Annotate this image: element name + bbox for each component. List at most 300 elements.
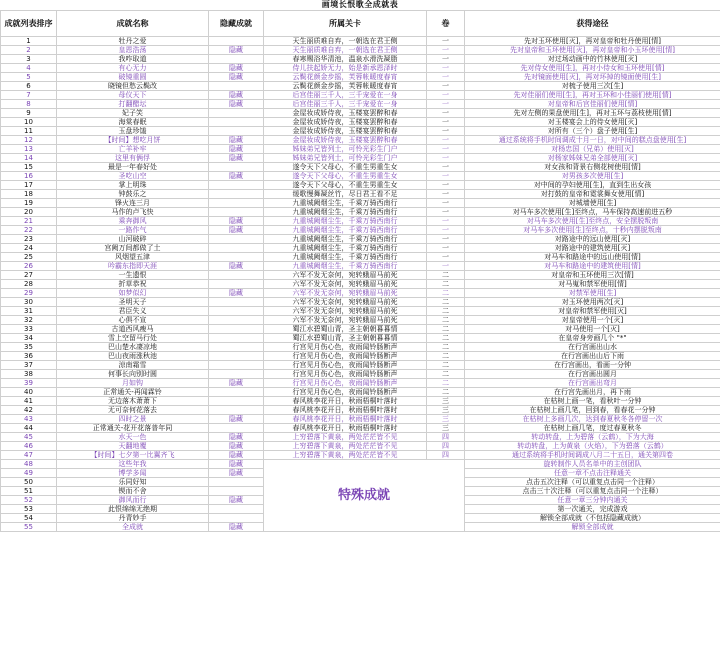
cell-volume: 二 — [427, 343, 465, 352]
cell-level: 云鬓花颜金步摇，芙蓉帐暖度春宵 — [264, 82, 427, 91]
header-volume: 卷 — [427, 11, 465, 37]
cell-route: 在行宫画出山水 — [465, 343, 720, 352]
cell-name: 【时间】七夕第一比翼齐飞 — [57, 451, 209, 460]
cell-name: 乘奔御风 — [57, 217, 209, 226]
cell-index: 7 — [1, 91, 57, 100]
cell-name: 风烟望五津 — [57, 253, 209, 262]
cell-level: 蜀江水碧蜀山青，圣主朝朝暮暮情 — [264, 325, 427, 334]
cell-name: 打翻醋坛 — [57, 100, 209, 109]
cell-route: 对所有（三个）盘子使用[生] — [465, 127, 720, 136]
cell-hidden — [209, 163, 264, 172]
table-row — [1, 154, 720, 163]
cell-name: 博学多闻 — [57, 469, 209, 478]
cell-level: 九重城阙烟尘生，千乘万骑西南行 — [264, 235, 427, 244]
cell-hidden — [209, 127, 264, 136]
cell-route: 先对皇帝和玉环使用[灭]，再对皇帝和小玉环使用[情] — [465, 46, 720, 55]
cell-route: 对马车多次使用[生]至终点，马车保持高速前进五秒 — [465, 208, 720, 217]
table-row — [1, 316, 720, 325]
cell-level: 后宫佳丽三千人，三千宠爱在一身 — [264, 100, 427, 109]
cell-volume: 一 — [427, 55, 465, 64]
cell-volume: 一 — [427, 199, 465, 208]
cell-level: 金屋妆成娇侍夜，玉楼宴罢醉和春 — [264, 118, 427, 127]
cell-index: 2 — [1, 46, 57, 55]
cell-route: 在行宫画出圆月 — [465, 370, 720, 379]
cell-index: 30 — [1, 298, 57, 307]
cell-hidden — [209, 55, 264, 64]
cell-hidden — [209, 343, 264, 352]
cell-index: 42 — [1, 406, 57, 415]
table-row — [1, 451, 720, 460]
cell-route: 转动转盘，上为碧落（云鹤），下为大海 — [465, 433, 720, 442]
cell-hidden: 隐藏 — [209, 154, 264, 163]
cell-name: 破镜重圆 — [57, 73, 209, 82]
cell-hidden: 隐藏 — [209, 523, 264, 532]
cell-level: 六军不发无奈何，宛转蛾眉马前死 — [264, 280, 427, 289]
cell-hidden — [209, 109, 264, 118]
table-row — [1, 334, 720, 343]
cell-index: 46 — [1, 442, 57, 451]
cell-name: 巴山夜雨涨秋池 — [57, 352, 209, 361]
cell-index: 48 — [1, 460, 57, 469]
cell-level: 缓歌慢舞凝丝竹，尽日君王看不足 — [264, 190, 427, 199]
cell-name: 这里有俩俘 — [57, 154, 209, 163]
cell-name: 最是一年春好处 — [57, 163, 209, 172]
cell-volume: 二 — [427, 361, 465, 370]
cell-volume: 二 — [427, 316, 465, 325]
cell-volume: 一 — [427, 73, 465, 82]
cell-volume: 一 — [427, 262, 465, 271]
cell-name: 吟霸东指即天涯 — [57, 262, 209, 271]
cell-volume: 一 — [427, 244, 465, 253]
cell-hidden — [209, 280, 264, 289]
cell-name: 钟鼓乐之 — [57, 190, 209, 199]
cell-level: 春风桃李花开日，秋雨梧桐叶落时 — [264, 406, 427, 415]
cell-name: 雪上空留马行处 — [57, 334, 209, 343]
cell-route: 转动转盘，上为黄泉（火焰），下为碧落（云鹤） — [465, 442, 720, 451]
cell-index: 14 — [1, 154, 57, 163]
cell-level: 行宫见月伤心色，夜雨闻铃肠断声 — [264, 388, 427, 397]
cell-route: 在枯树上画几笔，度过春夏秋冬 — [465, 424, 720, 433]
cell-route: 点击三十次注释（可以重复点击同一个注释） — [465, 487, 720, 496]
cell-route: 对路途中的建筑使用[灭] — [465, 244, 720, 253]
cell-level: 云鬓花颜金步摇，芙蓉帐暖度春宵 — [264, 73, 427, 82]
cell-hidden — [209, 505, 264, 514]
cell-hidden — [209, 235, 264, 244]
cell-name: 巴山楚水凄凉地 — [57, 343, 209, 352]
cell-route: 任意一章三分钟内通关 — [465, 496, 720, 505]
cell-level: 春风桃李花开日，秋雨梧桐叶落时 — [264, 397, 427, 406]
cell-route: 解锁全部成就 — [465, 523, 720, 532]
cell-index: 25 — [1, 253, 57, 262]
cell-hidden — [209, 37, 264, 46]
cell-volume: 一 — [427, 226, 465, 235]
cell-level: 上穷碧落下黄泉，两处茫茫皆不见 — [264, 451, 427, 460]
cell-route: 对马使用一个[灭] — [465, 325, 720, 334]
cell-name: 如梦似幻 — [57, 289, 209, 298]
cell-route: 在行宫画出山后下雨 — [465, 352, 720, 361]
cell-route: 旋转制作人员名单中的主创团队 — [465, 460, 720, 469]
cell-level: 遂令天下父母心，不重生男重生女 — [264, 163, 427, 172]
table-row — [1, 379, 720, 388]
cell-index: 9 — [1, 109, 57, 118]
cell-level: 天生丽质难自弃，一朝选在君王侧 — [264, 37, 427, 46]
cell-name: 丹青妙手 — [57, 514, 209, 523]
table-row — [1, 163, 720, 172]
cell-index: 34 — [1, 334, 57, 343]
cell-volume: 三 — [427, 406, 465, 415]
cell-name: 涼南霜雪 — [57, 361, 209, 370]
cell-volume: 一 — [427, 37, 465, 46]
cell-route: 对皇帝使用一个[灭] — [465, 316, 720, 325]
cell-volume: 四 — [427, 451, 465, 460]
cell-route: 对杨家姊妹兄弟全部使用[灭] — [465, 154, 720, 163]
cell-name: 我咋取道 — [57, 55, 209, 64]
cell-index: 20 — [1, 208, 57, 217]
cell-hidden: 隐藏 — [209, 460, 264, 469]
cell-name: 母仪天下 — [57, 91, 209, 100]
cell-route: 对皇帝和后宫佳丽们使用[情] — [465, 100, 720, 109]
table-row — [1, 91, 720, 100]
cell-route: 对玉环使用两次[灭] — [465, 298, 720, 307]
cell-hidden — [209, 82, 264, 91]
cell-index: 39 — [1, 379, 57, 388]
cell-level: 姊妹弟兄皆列土，可怜光彩生门户 — [264, 154, 427, 163]
cell-index: 38 — [1, 370, 57, 379]
table-row — [1, 460, 720, 469]
cell-volume: 一 — [427, 190, 465, 199]
cell-name: 天翻地覆 — [57, 442, 209, 451]
cell-hidden — [209, 514, 264, 523]
cell-volume: 一 — [427, 64, 465, 73]
cell-level: 六军不发无奈何，宛转蛾眉马前死 — [264, 316, 427, 325]
cell-level: 六军不发无奈何，宛转蛾眉马前死 — [264, 307, 427, 316]
cell-route: 对男孩多次使用[生] — [465, 172, 720, 181]
cell-level: 行宫见月伤心色，夜雨闻铃肠断声 — [264, 343, 427, 352]
cell-route: 对马车多次使用[生]至终点，十秒内摆脱叛南 — [465, 226, 720, 235]
cell-hidden: 隐藏 — [209, 64, 264, 73]
cell-route: 对马车多次使用[生]至终点，安全摆脱叛南 — [465, 217, 720, 226]
cell-level: 九重城阙烟尘生，千乘万骑西南行 — [264, 199, 427, 208]
cell-route: 在行宫先画出月，再下雨 — [465, 388, 720, 397]
cell-hidden — [209, 199, 264, 208]
table-row — [1, 37, 720, 46]
cell-index: 52 — [1, 496, 57, 505]
cell-route: 先对镜面使用[灭]，再对坏掉的镜面使用[生] — [465, 73, 720, 82]
cell-volume: 二 — [427, 298, 465, 307]
cell-route: 解锁全部成就（不包括隐藏成就） — [465, 514, 720, 523]
cell-level: 后宫佳丽三千人，三千宠爱在一身 — [264, 91, 427, 100]
cell-index: 15 — [1, 163, 57, 172]
cell-volume: 二 — [427, 271, 465, 280]
table-row — [1, 370, 720, 379]
cell-index: 17 — [1, 181, 57, 190]
table-row — [1, 298, 720, 307]
table-row — [1, 127, 720, 136]
table-body — [1, 37, 720, 532]
cell-level: 六军不发无奈何，宛转蛾眉马前死 — [264, 298, 427, 307]
cell-route: 先对侍女使用[生]，再对小侍女和玉环使用[情] — [465, 64, 720, 73]
cell-level: 春风桃李花开日，秋雨梧桐叶落时 — [264, 424, 427, 433]
cell-route: 对打鼓的皇帝和霓裳舞女使用[情] — [465, 190, 720, 199]
cell-volume: 二 — [427, 280, 465, 289]
cell-level: 侍儿扶起娇无力，始是新承恩泽时 — [264, 64, 427, 73]
cell-route: 先对玉环使用[灭]，再对皇帝和牡丹使用[情] — [465, 37, 720, 46]
cell-route: 第一次通关，完成游戏 — [465, 505, 720, 514]
cell-name: 水天一色 — [57, 433, 209, 442]
cell-hidden — [209, 388, 264, 397]
table-row — [1, 172, 720, 181]
cell-name: 山河破碎 — [57, 235, 209, 244]
table-row — [1, 208, 720, 217]
cell-name: 海棠春眠 — [57, 118, 209, 127]
cell-index: 41 — [1, 397, 57, 406]
table-row — [1, 397, 720, 406]
cell-volume: 一 — [427, 181, 465, 190]
table-header-row — [1, 11, 720, 37]
cell-name: 圣吃山空 — [57, 172, 209, 181]
cell-index: 31 — [1, 307, 57, 316]
cell-volume: 一 — [427, 172, 465, 181]
cell-volume: 二 — [427, 370, 465, 379]
cell-name: 乐同好知 — [57, 478, 209, 487]
cell-volume: 二 — [427, 325, 465, 334]
cell-volume: 二 — [427, 307, 465, 316]
cell-index: 43 — [1, 415, 57, 424]
cell-volume: 一 — [427, 208, 465, 217]
cell-level: 六军不发无奈何，宛转蛾眉马前死 — [264, 271, 427, 280]
cell-volume: 一 — [427, 46, 465, 55]
cell-hidden — [209, 370, 264, 379]
table-row — [1, 415, 720, 424]
cell-hidden — [209, 190, 264, 199]
cell-level: 九重城阙烟尘生，千乘万骑西南行 — [264, 253, 427, 262]
cell-level: 姊妹弟兄皆列土，可怜光彩生门户 — [264, 145, 427, 154]
cell-index: 19 — [1, 199, 57, 208]
table-row — [1, 226, 720, 235]
header-route: 获得途径 — [465, 11, 720, 37]
cell-hidden — [209, 487, 264, 496]
header-hidden: 隐藏成就 — [209, 11, 264, 37]
cell-index: 37 — [1, 361, 57, 370]
cell-name: 【时间】想吃月饼 — [57, 136, 209, 145]
cell-hidden — [209, 424, 264, 433]
cell-route: 在行宫画出弯月 — [465, 379, 720, 388]
table-row — [1, 64, 720, 73]
cell-hidden: 隐藏 — [209, 442, 264, 451]
cell-name: 御风而行 — [57, 496, 209, 505]
cell-name: 无可奈何花落去 — [57, 406, 209, 415]
cell-hidden — [209, 208, 264, 217]
cell-index: 22 — [1, 226, 57, 235]
cell-index: 18 — [1, 190, 57, 199]
cell-volume: 一 — [427, 82, 465, 91]
table-row — [1, 55, 720, 64]
table-row — [1, 82, 720, 91]
cell-hidden — [209, 352, 264, 361]
table-row — [1, 118, 720, 127]
cell-name: 正常通关-再闻霖铃 — [57, 388, 209, 397]
cell-hidden — [209, 181, 264, 190]
cell-route: 对过场动画中的竹林使用[灭] — [465, 55, 720, 64]
cell-route: 先对佳丽们使用[生]，再对玉环和小佳丽们使用[情] — [465, 91, 720, 100]
cell-volume: 三 — [427, 424, 465, 433]
cell-name: 一路作气 — [57, 226, 209, 235]
cell-route: 对马车和路途中的远山使用[情] — [465, 253, 720, 262]
cell-volume: 一 — [427, 127, 465, 136]
table-row — [1, 343, 720, 352]
cell-hidden: 隐藏 — [209, 100, 264, 109]
cell-index: 27 — [1, 271, 57, 280]
cell-volume: 一 — [427, 118, 465, 127]
cell-volume: 一 — [427, 145, 465, 154]
page-title: 画境长恨歌全成就表 — [321, 0, 399, 9]
cell-volume: 一 — [427, 109, 465, 118]
cell-route: 先对左侧的果盘使用[生]，再对玉环与荔枝使用[情] — [465, 109, 720, 118]
cell-hidden: 隐藏 — [209, 136, 264, 145]
table-row — [1, 289, 720, 298]
table-row — [1, 253, 720, 262]
cell-level: 行宫见月伤心色，夜雨闻铃肠断声 — [264, 379, 427, 388]
cell-hidden: 隐藏 — [209, 46, 264, 55]
cell-route: 在行宫画出，看画一分钟 — [465, 361, 720, 370]
cell-index: 54 — [1, 514, 57, 523]
cell-hidden: 隐藏 — [209, 496, 264, 505]
cell-hidden: 隐藏 — [209, 73, 264, 82]
cell-hidden — [209, 244, 264, 253]
cell-index: 47 — [1, 451, 57, 460]
cell-name: 无边落木萧萧下 — [57, 397, 209, 406]
cell-route: 对杨忠国（兄弟）使用[灭] — [465, 145, 720, 154]
cell-name: 亡羊补牢 — [57, 145, 209, 154]
cell-route: 在枯树上画几笔，回到春，看春花一分钟 — [465, 406, 720, 415]
cell-name: 全成就 — [57, 523, 209, 532]
cell-route: 对梳子使用三次[生] — [465, 82, 720, 91]
cell-level: 上穷碧落下黄泉，两处茫茫皆不见 — [264, 433, 427, 442]
cell-index: 55 — [1, 523, 57, 532]
cell-level: 遂令天下父母心，不重生男重生女 — [264, 181, 427, 190]
cell-hidden: 隐藏 — [209, 172, 264, 181]
cell-index: 32 — [1, 316, 57, 325]
cell-index: 8 — [1, 100, 57, 109]
cell-level: 蜀江水碧蜀山青，圣主朝朝暮暮情 — [264, 334, 427, 343]
cell-route: 通过系统将手机时间调成十月一日，对中间的糕点盘使用[生] — [465, 136, 720, 145]
cell-name: 正常通关-花开花落普年同 — [57, 424, 209, 433]
cell-route: 对中间的孕妇使用[生]，直到生出女孩 — [465, 181, 720, 190]
cell-level: 行宫见月伤心色，夜雨闻铃肠断声 — [264, 352, 427, 361]
cell-name: 宫阙万间都做了土 — [57, 244, 209, 253]
table-row — [1, 361, 720, 370]
cell-index: 3 — [1, 55, 57, 64]
cell-hidden — [209, 334, 264, 343]
cell-hidden: 隐藏 — [209, 469, 264, 478]
table-row — [1, 181, 720, 190]
cell-name: 玉盘珍馐 — [57, 127, 209, 136]
header-name: 成就名称 — [57, 11, 209, 37]
cell-name: 锲而不舍 — [57, 487, 209, 496]
cell-name: 折草恭祝 — [57, 280, 209, 289]
cell-level: 春风桃李花开日，秋雨梧桐叶落时 — [264, 415, 427, 424]
table-row — [1, 190, 720, 199]
cell-index: 50 — [1, 478, 57, 487]
cell-hidden: 隐藏 — [209, 379, 264, 388]
cell-hidden — [209, 361, 264, 370]
cell-name: 有心无力 — [57, 64, 209, 73]
cell-route: 任意一章不点击注释通关 — [465, 469, 720, 478]
cell-index: 33 — [1, 325, 57, 334]
cell-index: 40 — [1, 388, 57, 397]
cell-name: 妃子笑 — [57, 109, 209, 118]
cell-name: 君臣失义 — [57, 307, 209, 316]
cell-hidden — [209, 397, 264, 406]
cell-name: 皇恩浩荡 — [57, 46, 209, 55]
cell-route: 对禁军使用[生] — [465, 289, 720, 298]
cell-volume: 二 — [427, 334, 465, 343]
cell-hidden: 隐藏 — [209, 226, 264, 235]
cell-level: 九重城阙烟尘生，千乘万骑西南行 — [264, 208, 427, 217]
cell-volume: 二 — [427, 379, 465, 388]
cell-volume: 四 — [427, 433, 465, 442]
cell-hidden — [209, 316, 264, 325]
cell-index: 29 — [1, 289, 57, 298]
cell-name: 这些年我 — [57, 460, 209, 469]
cell-route: 对皇帝和禁军使用[灭] — [465, 307, 720, 316]
cell-hidden — [209, 271, 264, 280]
cell-level: 金屋妆成娇侍夜，玉楼宴罢醉和春 — [264, 136, 427, 145]
table-row — [1, 100, 720, 109]
cell-level: 遂令天下父母心，不重生男重生女 — [264, 172, 427, 181]
cell-volume: 一 — [427, 136, 465, 145]
table-row — [1, 73, 720, 82]
cell-volume: 三 — [427, 397, 465, 406]
achievement-table — [0, 10, 720, 532]
table-row — [1, 262, 720, 271]
cell-index: 5 — [1, 73, 57, 82]
cell-index: 51 — [1, 487, 57, 496]
cell-index: 49 — [1, 469, 57, 478]
table-row — [1, 352, 720, 361]
cell-name: 一生遗恨 — [57, 271, 209, 280]
cell-index: 26 — [1, 262, 57, 271]
cell-route: 对城墙使用[生] — [465, 199, 720, 208]
cell-hidden: 隐藏 — [209, 433, 264, 442]
cell-level: 九重城阙烟尘生，千乘万骑西南行 — [264, 262, 427, 271]
cell-hidden: 隐藏 — [209, 451, 264, 460]
cell-route: 点击五次注释（可以重复点击同一个注释） — [465, 478, 720, 487]
cell-name: 锋火连三月 — [57, 199, 209, 208]
cell-level: 九重城阙烟尘生，千乘万骑西南行 — [264, 217, 427, 226]
cell-volume: 一 — [427, 235, 465, 244]
cell-index: 35 — [1, 343, 57, 352]
cell-route: 在枯树上多画几次，达到春夏秋冬各停留一次 — [465, 415, 720, 424]
table-row — [1, 280, 720, 289]
cell-index: 11 — [1, 127, 57, 136]
table-row — [1, 46, 720, 55]
cell-hidden — [209, 298, 264, 307]
cell-index: 1 — [1, 37, 57, 46]
cell-index: 23 — [1, 235, 57, 244]
cell-route: 在皇帝身旁画几个 "*" — [465, 334, 720, 343]
cell-route: 通过系统将手机时间调成八月二十五日，通关第四卷 — [465, 451, 720, 460]
cell-index: 44 — [1, 424, 57, 433]
header-level: 所属关卡 — [264, 11, 427, 37]
cell-volume: 一 — [427, 253, 465, 262]
cell-index: 6 — [1, 82, 57, 91]
cell-name: 牡丹之爱 — [57, 37, 209, 46]
table-row — [1, 145, 720, 154]
cell-hidden — [209, 325, 264, 334]
cell-level: 上穷碧落下黄泉，两处茫茫皆不见 — [264, 442, 427, 451]
cell-volume: 一 — [427, 91, 465, 100]
